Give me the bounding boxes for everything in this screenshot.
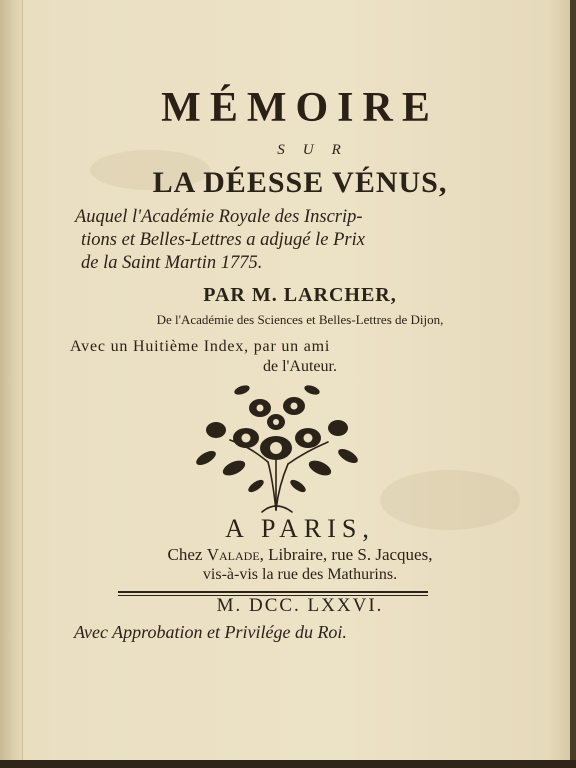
- publisher-name: Valade: [206, 545, 260, 564]
- imprint-approbation: Avec Approbation et Privilége du Roi.: [74, 622, 347, 642]
- imprint-year: M. DCC. LXXVI.: [216, 595, 384, 616]
- author-line: PAR M. LARCHER,: [203, 284, 397, 306]
- dedication-line-1: Auquel l'Académie Royale des Inscrip-: [75, 207, 363, 227]
- imprint-publisher: [60, 545, 540, 565]
- publisher-prefix: Chez: [167, 545, 207, 564]
- index-note-line-1: Avec un Huitième Index, par un ami: [70, 338, 331, 355]
- book-edge-bottom: [0, 760, 576, 768]
- title-memoire: MÉMOIRE: [161, 85, 439, 131]
- title-subject: LA DÉESSE VÉNUS,: [152, 166, 448, 199]
- dedication-line-3: de la Saint Martin 1775.: [81, 253, 263, 273]
- imprint-address: vis-à-vis la rue des Mathurins.: [202, 566, 398, 583]
- title-sur: SUR: [277, 142, 359, 158]
- imprint-city: A PARIS,: [225, 514, 375, 543]
- publisher-rest: , Libraire, rue S. Jacques,: [259, 545, 433, 564]
- index-note-line-2: de l'Auteur.: [263, 358, 337, 375]
- book-gutter: [0, 0, 23, 760]
- book-edge-right: [570, 0, 576, 768]
- author-affiliation: De l'Académie des Sciences et Belles-Lettres de Dijon,: [156, 312, 444, 327]
- floral-bouquet-ornament-icon: [176, 382, 376, 518]
- double-rule-top: [118, 591, 428, 593]
- dedication-line-2: tions et Belles-Lettres a adjugé le Prix: [81, 230, 365, 250]
- dedication-text: [75, 206, 515, 275]
